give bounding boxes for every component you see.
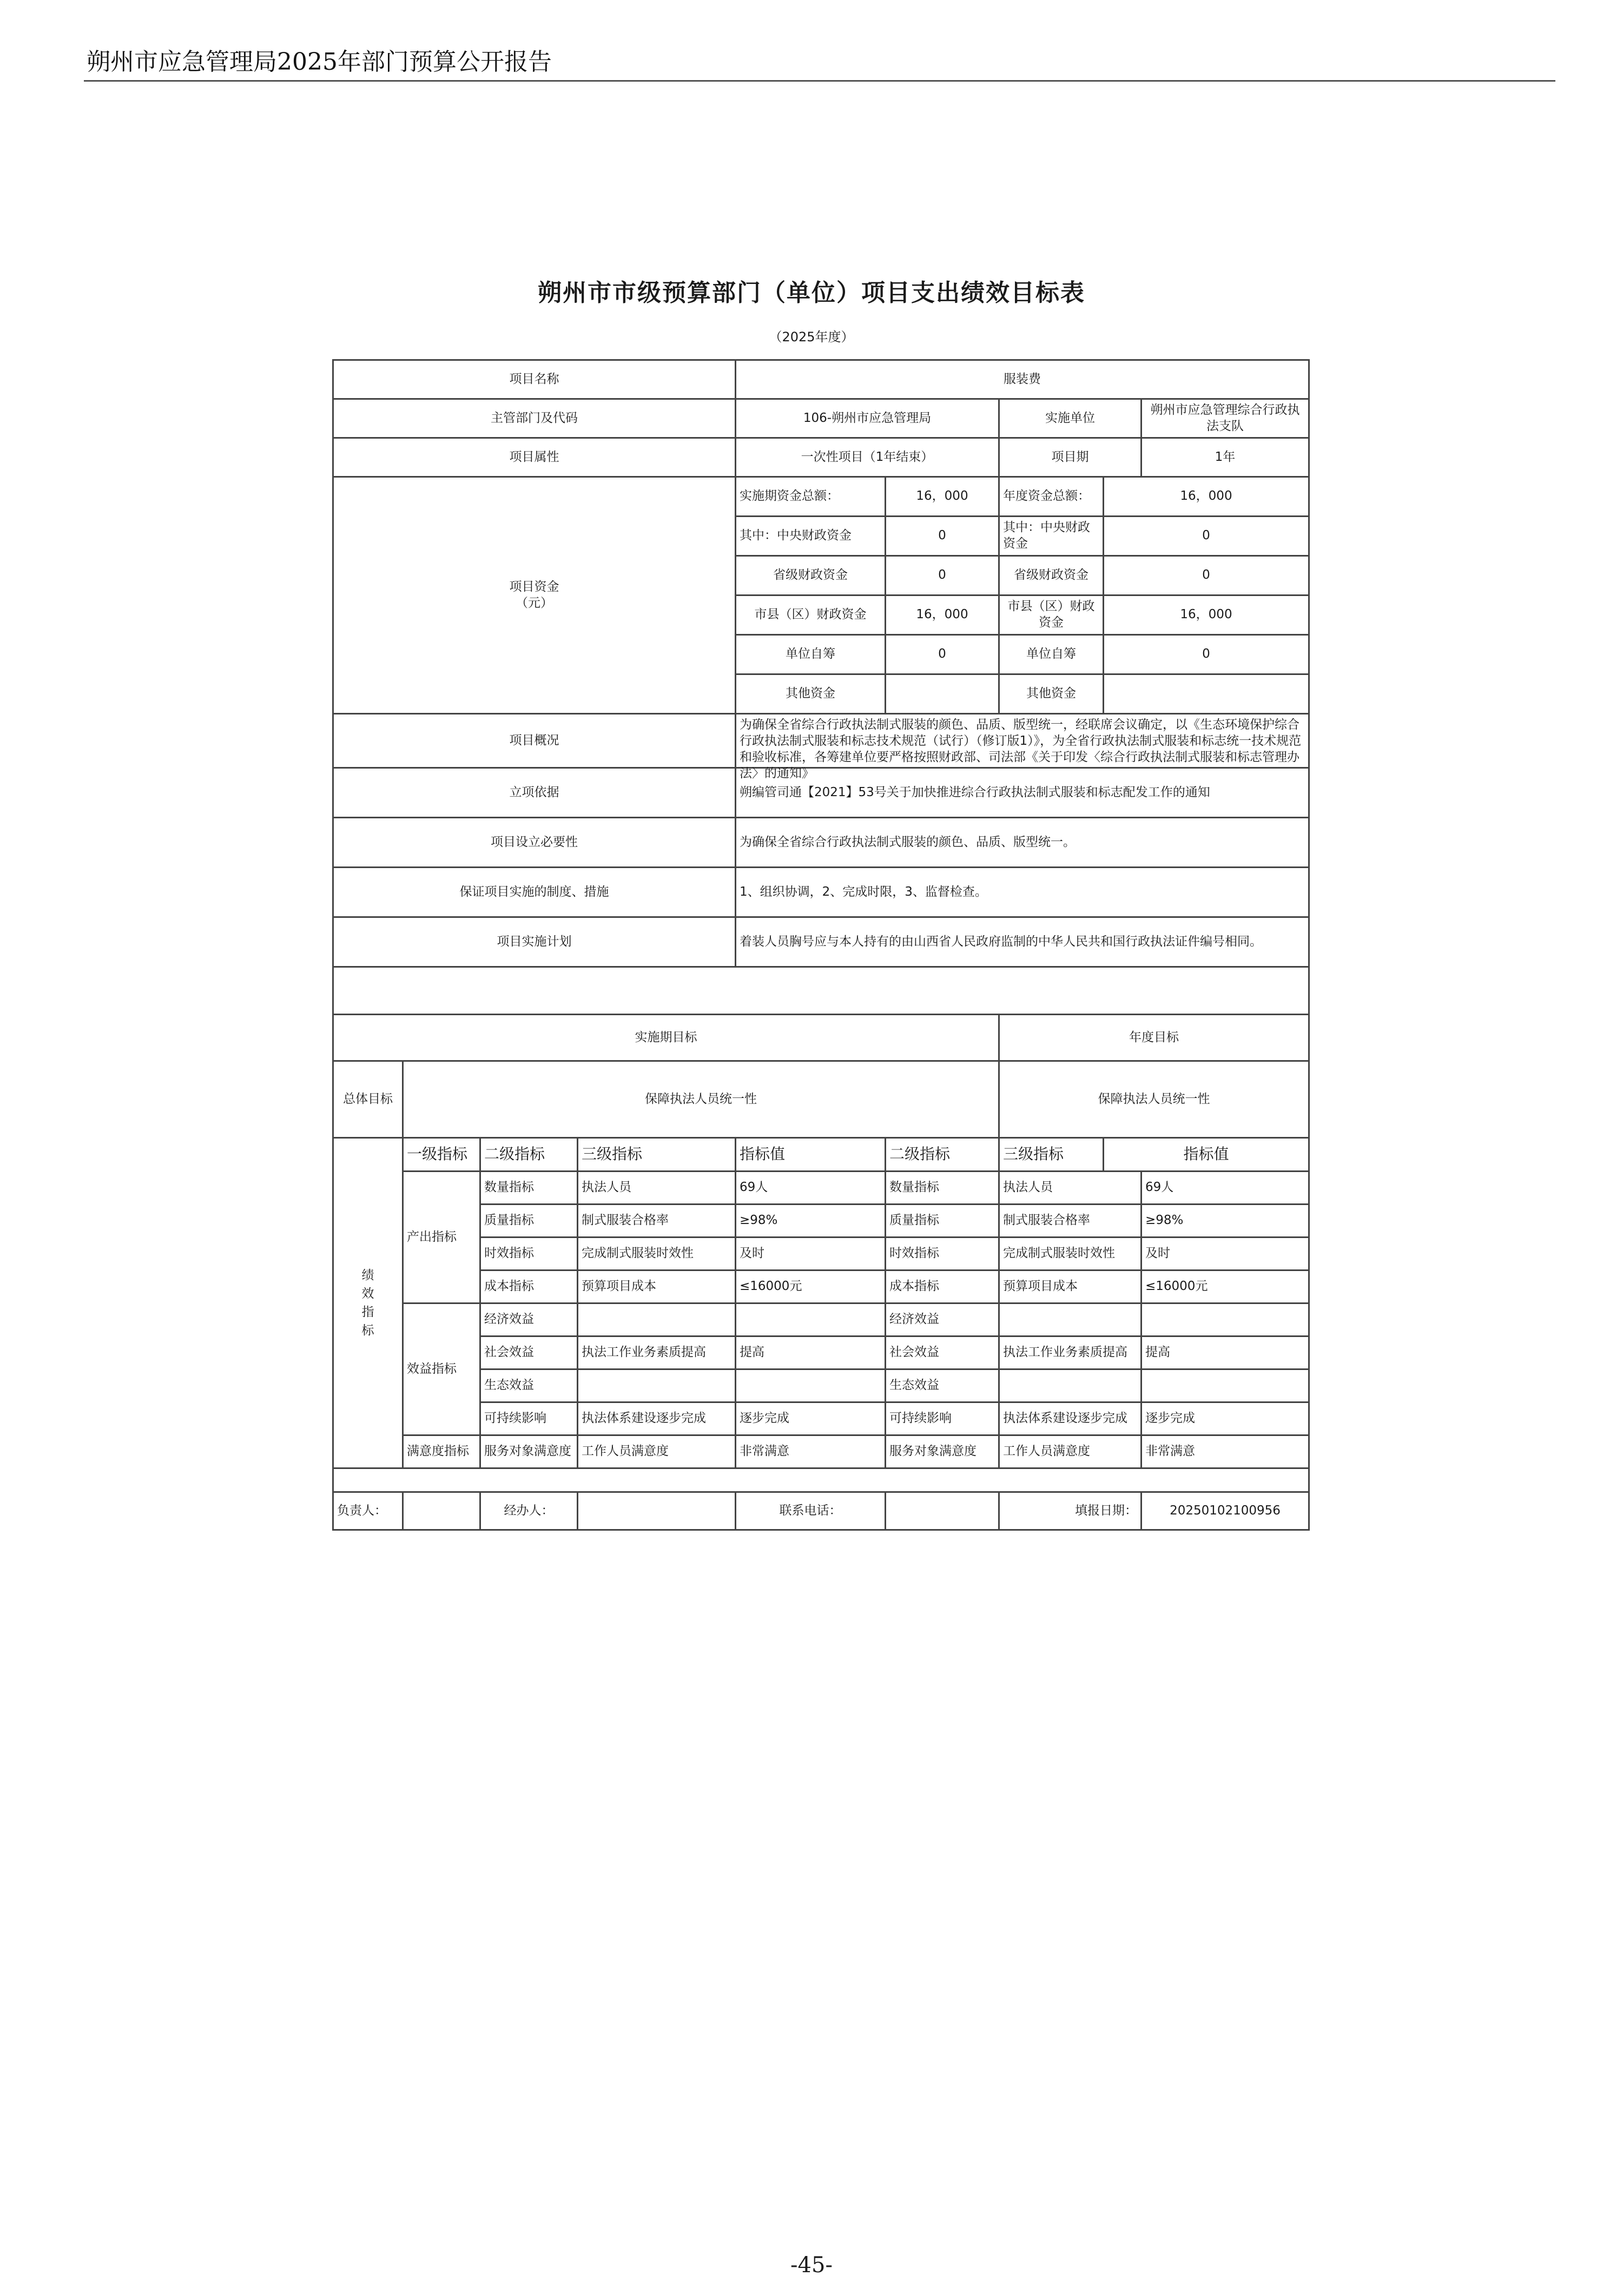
label-project-period: 项目期 <box>999 438 1142 477</box>
cell-annual-level3: 执法工作业务素质提高 <box>999 1336 1142 1369</box>
value-impl-overall: 保障执法人员统一性 <box>403 1061 999 1138</box>
table-row <box>333 1015 1309 1061</box>
cell-annual-value: 及时 <box>1142 1238 1309 1271</box>
label-project-name: 项目名称 <box>333 360 736 399</box>
label-project-funds: 项目资金 （元） <box>333 477 736 714</box>
cell-annual-value <box>1142 1369 1309 1402</box>
value-plan: 着装人员胸号应与本人持有的由山西省人民政府监制的中华人民共和国行政执法证件编号相同。 <box>736 917 1309 967</box>
label-annual-other: 其他资金 <box>999 674 1104 714</box>
label-impl-central: 其中：中央财政资金 <box>736 517 886 556</box>
cell-annual-level2: 时效指标 <box>886 1238 999 1271</box>
label-annual-city: 市县（区）财政资金 <box>999 595 1104 635</box>
table-row <box>333 1492 1309 1530</box>
label-annual-total: 年度资金总额： <box>999 477 1104 517</box>
cell-level2: 服务对象满意度 <box>480 1435 578 1468</box>
table-row <box>333 1435 1309 1468</box>
cell-annual-value: ≤16000元 <box>1142 1271 1309 1304</box>
table-row <box>333 768 1309 818</box>
table-row <box>333 1061 1309 1138</box>
cell-value: 提高 <box>736 1336 886 1369</box>
header-level1: 一级指标 <box>403 1138 480 1172</box>
cell-annual-level2: 经济效益 <box>886 1304 999 1336</box>
table-row <box>333 360 1309 399</box>
label-annual-target: 年度目标 <box>999 1015 1309 1061</box>
cell-annual-value: 逐步完成 <box>1142 1402 1309 1435</box>
cell-annual-level3: 制式服装合格率 <box>999 1205 1142 1238</box>
header-annual-level2: 二级指标 <box>886 1138 999 1172</box>
cell-level3: 工作人员满意度 <box>578 1435 736 1468</box>
value-annual-central: 0 <box>1104 517 1309 556</box>
cell-annual-level3: 工作人员满意度 <box>999 1435 1142 1468</box>
blank-row <box>333 967 1309 1015</box>
value-impl-central: 0 <box>886 517 999 556</box>
label-benefit: 效益指标 <box>403 1304 480 1435</box>
table-row <box>333 477 1309 517</box>
performance-target-table <box>332 359 1310 1531</box>
table-row <box>333 1468 1309 1492</box>
value-impl-province: 0 <box>886 556 999 595</box>
header-annual-value: 指标值 <box>1104 1138 1309 1172</box>
label-perf-indicator: 绩 效 指 标 <box>361 1268 374 1338</box>
cell-level3: 制式服装合格率 <box>578 1205 736 1238</box>
cell-value: ≥98% <box>736 1205 886 1238</box>
cell-annual-level3: 预算项目成本 <box>999 1271 1142 1304</box>
value-fill-date: 20250102100956 <box>1142 1492 1309 1530</box>
label-annual-self: 单位自筹 <box>999 635 1104 674</box>
page-number: -45- <box>790 2253 833 2278</box>
cell-annual-value: 非常满意 <box>1142 1435 1309 1468</box>
label-handler: 经办人： <box>480 1492 578 1530</box>
table-row <box>333 1172 1309 1205</box>
cell-annual-level2: 可持续影响 <box>886 1402 999 1435</box>
cell-annual-level2: 生态效益 <box>886 1369 999 1402</box>
value-overview: 为确保全省综合行政执法制式服装的颜色、品质、版型统一，经联席会议确定，以《生态环境保护综合行政执法制式服装和标志技术规范（试行）（修订版1）》，为全省行政执法制式服装和标志统一技术规范和验收标准，各筹建单位要严格按照财政部、司法部《关于印发〈综合行政执法制式服装和标志管理办法〉的通知》 <box>740 717 1302 780</box>
header-value: 指标值 <box>736 1138 886 1172</box>
cell-annual-value: ≥98% <box>1142 1205 1309 1238</box>
cell-annual-level2: 社会效益 <box>886 1336 999 1369</box>
label-annual-province: 省级财政资金 <box>999 556 1104 595</box>
value-annual-province: 0 <box>1104 556 1309 595</box>
value-project-period: 1年 <box>1142 438 1309 477</box>
label-project-attr: 项目属性 <box>333 438 736 477</box>
label-impl-self: 单位自筹 <box>736 635 886 674</box>
value-impl-self: 0 <box>886 635 999 674</box>
cell-value: ≤16000元 <box>736 1271 886 1304</box>
label-measures: 保证项目实施的制度、措施 <box>333 868 736 917</box>
cell-value <box>736 1304 886 1336</box>
cell-annual-level3 <box>999 1369 1142 1402</box>
label-annual-central: 其中：中央财政资金 <box>999 517 1104 556</box>
value-project-attr: 一次性项目（1年结束） <box>736 438 999 477</box>
cell-level3: 执法人员 <box>578 1172 736 1205</box>
table-row <box>333 967 1309 1015</box>
value-project-name: 服装费 <box>736 360 1309 399</box>
label-department-code: 主管部门及代码 <box>333 399 736 438</box>
cell-annual-level2: 成本指标 <box>886 1271 999 1304</box>
table-row <box>333 868 1309 917</box>
cell-level3: 完成制式服装时效性 <box>578 1238 736 1271</box>
label-satisfaction: 满意度指标 <box>403 1435 480 1468</box>
table-year: （2025年度） <box>769 329 854 345</box>
table-title: 朔州市市级预算部门（单位）项目支出绩效目标表 <box>538 279 1085 307</box>
cell-value: 69人 <box>736 1172 886 1205</box>
cell-annual-level3 <box>999 1304 1142 1336</box>
cell-level2: 质量指标 <box>480 1205 578 1238</box>
report-header: 朔州市应急管理局2025年部门预算公开报告 <box>87 48 552 76</box>
header-level2: 二级指标 <box>480 1138 578 1172</box>
value-annual-city: 16，000 <box>1104 595 1309 635</box>
label-impl-other: 其他资金 <box>736 674 886 714</box>
value-impl-other <box>886 674 999 714</box>
label-plan: 项目实施计划 <box>333 917 736 967</box>
value-necessity: 为确保全省综合行政执法制式服装的颜色、品质、版型统一。 <box>736 818 1309 868</box>
header-annual-level3: 三级指标 <box>999 1138 1104 1172</box>
cell-value: 及时 <box>736 1238 886 1271</box>
cell-level2: 成本指标 <box>480 1271 578 1304</box>
cell-annual-level3: 执法体系建设逐步完成 <box>999 1402 1142 1435</box>
cell-value: 非常满意 <box>736 1435 886 1468</box>
cell-annual-level2: 服务对象满意度 <box>886 1435 999 1468</box>
table-row <box>333 714 1309 768</box>
label-impl-province: 省级财政资金 <box>736 556 886 595</box>
label-overall-target: 总体目标 <box>333 1061 403 1138</box>
value-handler <box>578 1492 736 1530</box>
label-phone: 联系电话： <box>736 1492 886 1530</box>
label-impl-city: 市县（区）财政资金 <box>736 595 886 635</box>
cell-level2: 可持续影响 <box>480 1402 578 1435</box>
value-basis: 朔编管司通【2021】53号关于加快推进综合行政执法制式服装和标志配发工作的通知 <box>736 768 1309 818</box>
label-fill-date: 填报日期： <box>999 1492 1142 1530</box>
cell-annual-level3: 执法人员 <box>999 1172 1142 1205</box>
value-annual-other <box>1104 674 1309 714</box>
value-department-code: 106-朔州市应急管理局 <box>736 399 999 438</box>
value-impl-city: 16，000 <box>886 595 999 635</box>
cell-level2: 经济效益 <box>480 1304 578 1336</box>
table-row <box>333 818 1309 868</box>
label-basis: 立项依据 <box>333 768 736 818</box>
value-phone <box>886 1492 999 1530</box>
label-impl-total: 实施期资金总额： <box>736 477 886 517</box>
value-responsible <box>403 1492 480 1530</box>
label-impl-unit: 实施单位 <box>999 399 1142 438</box>
cell-annual-value: 69人 <box>1142 1172 1309 1205</box>
cell-level3 <box>578 1369 736 1402</box>
header-level3: 三级指标 <box>578 1138 736 1172</box>
cell-annual-value: 提高 <box>1142 1336 1309 1369</box>
value-impl-total: 16，000 <box>886 477 999 517</box>
cell-annual-level2: 质量指标 <box>886 1205 999 1238</box>
label-responsible: 负责人： <box>333 1492 403 1530</box>
cell-level3: 执法体系建设逐步完成 <box>578 1402 736 1435</box>
value-annual-self: 0 <box>1104 635 1309 674</box>
table-row <box>333 399 1309 438</box>
cell-level3: 执法工作业务素质提高 <box>578 1336 736 1369</box>
label-overview: 项目概况 <box>333 714 736 768</box>
label-output: 产出指标 <box>403 1172 480 1304</box>
cell-level2: 时效指标 <box>480 1238 578 1271</box>
cell-value: 逐步完成 <box>736 1402 886 1435</box>
cell-value <box>736 1369 886 1402</box>
header-divider <box>84 80 1555 82</box>
cell-level3: 预算项目成本 <box>578 1271 736 1304</box>
table-row <box>333 438 1309 477</box>
value-impl-unit: 朔州市应急管理综合行政执法支队 <box>1142 399 1309 438</box>
cell-annual-level3: 完成制式服装时效性 <box>999 1238 1142 1271</box>
cell-annual-level2: 数量指标 <box>886 1172 999 1205</box>
value-measures: 1、组织协调，2、完成时限，3、监督检查。 <box>736 868 1309 917</box>
cell-level2: 生态效益 <box>480 1369 578 1402</box>
value-annual-overall: 保障执法人员统一性 <box>999 1061 1309 1138</box>
value-annual-total: 16，000 <box>1104 477 1309 517</box>
table-row <box>333 917 1309 967</box>
label-necessity: 项目设立必要性 <box>333 818 736 868</box>
label-impl-target: 实施期目标 <box>333 1015 999 1061</box>
blank-row <box>333 1468 1309 1492</box>
cell-level3 <box>578 1304 736 1336</box>
cell-level2: 社会效益 <box>480 1336 578 1369</box>
table-row <box>333 1304 1309 1336</box>
table-row <box>333 1138 1309 1172</box>
cell-level2: 数量指标 <box>480 1172 578 1205</box>
cell-annual-value <box>1142 1304 1309 1336</box>
